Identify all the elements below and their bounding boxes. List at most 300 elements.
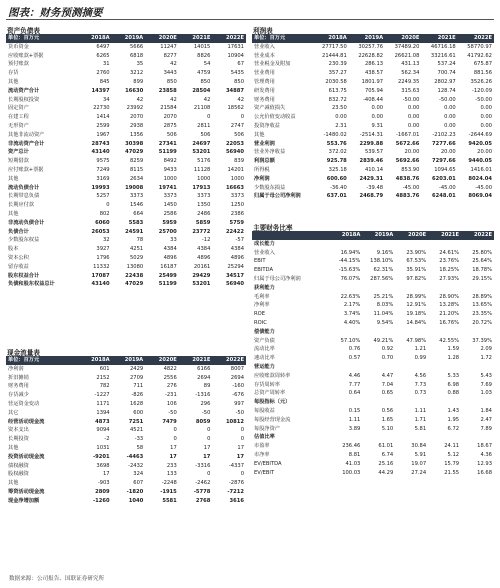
value-cell: 5.33 <box>447 372 460 379</box>
value-cell: 0 <box>240 471 244 478</box>
value-cell: 782 <box>99 383 110 390</box>
value-cell: 607 <box>133 480 144 487</box>
value-cell: 925.78 <box>326 158 347 165</box>
row-label: 非流动资产合计 <box>8 140 45 147</box>
value-cell: 56940 <box>225 281 244 288</box>
value-cell: 1796 <box>96 254 110 261</box>
value-cell: 2070 <box>163 114 177 121</box>
section-label: 获利能力 <box>254 284 275 291</box>
value-cell: 128.74 <box>437 87 456 94</box>
value-cell: 286.13 <box>364 61 384 68</box>
value-cell: -120.09 <box>471 87 492 94</box>
value-cell: 601 <box>99 365 110 372</box>
table-row <box>6 96 246 105</box>
value-cell: 0 <box>207 114 211 121</box>
section-row <box>252 284 494 293</box>
value-cell: -50.00 <box>438 96 456 103</box>
value-cell: -408.44 <box>363 96 384 103</box>
row-label: 营业费用 <box>254 70 275 77</box>
table-row <box>252 275 494 284</box>
value-cell: 27341 <box>158 140 177 147</box>
value-cell: 7251 <box>128 418 144 425</box>
ratios-panel <box>252 222 494 477</box>
value-cell: 2811 <box>197 122 211 129</box>
value-cell: 1.65 <box>381 416 394 423</box>
value-cell: 106 <box>166 400 177 407</box>
value-cell: 16.76% <box>439 319 460 326</box>
value-cell: 7249 <box>96 166 110 173</box>
value-cell: 0.88 <box>447 390 460 397</box>
value-cell: 0.15 <box>348 407 361 414</box>
header-cell: 2021E <box>179 34 213 43</box>
header-cell: 单位：百万元 <box>6 356 78 365</box>
value-cell: 56940 <box>225 149 244 156</box>
row-label: 存货周转率 <box>254 381 280 388</box>
table-row <box>6 184 246 193</box>
value-cell: 16.68 <box>477 469 492 476</box>
value-cell: 0.00 <box>371 114 384 121</box>
value-cell: 3373 <box>129 193 144 200</box>
value-cell: 10812 <box>225 418 244 425</box>
value-cell: -231 <box>165 392 177 399</box>
value-cell: 53201 <box>192 281 211 288</box>
value-cell: 7.69 <box>480 381 492 388</box>
value-cell: 4822 <box>163 365 177 372</box>
value-cell: 5176 <box>197 158 211 165</box>
value-cell: 76.07% <box>340 275 361 282</box>
value-cell: 26621.08 <box>394 52 420 59</box>
table-row <box>6 418 246 427</box>
value-cell: 47029 <box>125 281 144 288</box>
value-cell: -44.15% <box>338 258 361 265</box>
value-cell: 850 <box>200 78 211 85</box>
value-cell: 1.43 <box>447 407 460 414</box>
header-cell: 2019A <box>112 356 146 365</box>
value-cell: 20.00 <box>477 149 492 156</box>
row-label: 负债合计 <box>8 228 29 235</box>
section-label: 估值比率 <box>254 434 275 441</box>
value-cell: 4384 <box>230 246 244 253</box>
value-cell: 3.89 <box>348 425 361 432</box>
row-label: 其他 <box>254 131 265 138</box>
value-cell: 0.00 <box>480 114 492 121</box>
value-cell: 43140 <box>91 281 110 288</box>
value-cell: 0 <box>207 471 211 478</box>
value-cell: 0.99 <box>414 355 427 362</box>
row-label: EBITDA <box>254 267 273 274</box>
header-cell: 2022E <box>212 356 246 365</box>
value-cell: 1394 <box>96 409 110 416</box>
value-cell: 17 <box>169 453 177 460</box>
row-label: 净利润 <box>254 175 270 182</box>
value-cell: 3373 <box>163 193 177 200</box>
header-cell: 2019A <box>349 34 385 43</box>
value-cell: 27.24 <box>411 469 427 476</box>
row-label: 营业外净收益 <box>254 149 286 156</box>
value-cell: 0.00 <box>407 105 420 112</box>
source-note: 数据来源：公司报告、国联证券研究所 <box>9 576 105 582</box>
table-row <box>6 488 246 497</box>
row-label: 每股净资产 <box>254 425 280 432</box>
table-row <box>252 460 494 469</box>
value-cell: 97.82% <box>406 275 427 282</box>
value-cell: 3212 <box>129 70 144 77</box>
table-row <box>252 319 494 328</box>
value-cell: 78 <box>136 237 144 244</box>
row-label: EV/EBITDA <box>254 460 282 467</box>
balance-sheet-title: 资产负债表 <box>7 27 40 35</box>
value-cell: 5.81 <box>414 425 427 432</box>
value-cell: -2102.23 <box>432 131 456 138</box>
cashflow-table <box>6 356 246 506</box>
value-cell: 0.92 <box>381 346 394 353</box>
row-label: 营运资金变动 <box>8 400 40 407</box>
balance-sheet-panel <box>6 25 246 289</box>
value-cell: -826 <box>131 392 144 399</box>
row-label: 负债和股东权益总计 <box>8 281 55 288</box>
row-label: ROIC <box>254 319 267 326</box>
row-label: 长期投资 <box>8 436 29 443</box>
row-label: 资本公积 <box>8 254 29 261</box>
value-cell: -50.00 <box>402 96 420 103</box>
table-row <box>252 131 494 140</box>
value-cell: 6265 <box>96 52 110 59</box>
value-cell: 4838.76 <box>395 175 420 182</box>
value-cell: 2386 <box>230 210 244 217</box>
value-cell: 23992 <box>126 105 144 112</box>
value-cell: -1820 <box>126 488 144 495</box>
table-row <box>6 462 246 471</box>
value-cell: -2876 <box>228 480 244 487</box>
table-row <box>6 365 246 374</box>
value-cell: 22053 <box>225 140 244 147</box>
value-cell: -4337 <box>228 462 244 469</box>
value-cell: 315.63 <box>401 87 420 94</box>
value-cell: 0.00 <box>444 122 456 129</box>
value-cell: 7.89 <box>480 425 492 432</box>
value-cell: 4251 <box>129 246 144 253</box>
value-cell: 0.00 <box>444 105 456 112</box>
row-label: 股权融资 <box>8 471 29 478</box>
value-cell: -2514.31 <box>359 131 384 138</box>
row-label: 净利润 <box>8 365 24 372</box>
value-cell: 6166 <box>197 365 211 372</box>
value-cell: 19.07 <box>411 460 427 467</box>
row-label: 总资产周转率 <box>254 390 286 397</box>
value-cell: 100.03 <box>342 469 361 476</box>
value-cell: 1.84 <box>480 407 492 414</box>
value-cell: 16.94% <box>340 249 361 256</box>
value-cell: 138.10% <box>370 258 394 265</box>
table-row <box>252 442 494 451</box>
row-label: 固定资产 <box>8 105 29 112</box>
row-label: 应收账款周转率 <box>254 372 291 379</box>
header-cell: 2020E <box>395 231 428 240</box>
value-cell: 4.56 <box>414 372 427 379</box>
table-row <box>6 122 246 131</box>
value-cell: -1480.02 <box>323 131 347 138</box>
value-cell: 19.18% <box>406 311 427 318</box>
value-cell: 2486 <box>197 210 211 217</box>
value-cell: 7.04 <box>381 381 394 388</box>
value-cell: 42 <box>170 96 177 103</box>
table-row <box>6 391 246 400</box>
value-cell: 7.73 <box>414 381 427 388</box>
table-row <box>6 210 246 219</box>
row-label: 在建工程 <box>8 114 29 121</box>
row-label: 流动资产合计 <box>8 87 40 94</box>
value-cell: 3373 <box>230 193 244 200</box>
value-cell: 29.15% <box>472 275 492 282</box>
value-cell: 287.56% <box>370 275 394 282</box>
value-cell: 5666 <box>129 43 144 50</box>
value-cell: 8069.04 <box>468 193 492 200</box>
table-row <box>6 453 246 462</box>
value-cell: 1416.01 <box>470 166 492 173</box>
table-row <box>6 497 246 506</box>
value-cell: 4384 <box>197 246 211 253</box>
value-cell: -45.00 <box>402 184 420 191</box>
value-cell: 51199 <box>158 149 177 156</box>
value-cell: 0.00 <box>480 122 492 129</box>
value-cell: -7212 <box>227 488 244 495</box>
value-cell: 325.18 <box>328 166 347 173</box>
value-cell: 21.55 <box>444 469 460 476</box>
value-cell: 42 <box>170 61 177 68</box>
value-cell: 62.31% <box>373 267 394 274</box>
table-row <box>6 157 246 166</box>
header-cell: 单位：百万元 <box>6 34 78 43</box>
row-label: 其他 <box>8 175 19 182</box>
table-header-row <box>252 34 494 43</box>
row-label: 应付账款+票据 <box>8 166 44 173</box>
value-cell: 7297.66 <box>432 158 456 165</box>
row-label: 营业税金及附加 <box>254 61 291 68</box>
value-cell: 25499 <box>158 272 177 279</box>
value-cell: 19008 <box>125 184 144 191</box>
row-label: 其他 <box>8 210 19 217</box>
row-label: 非流动负债合计 <box>8 219 45 226</box>
value-cell: 12.93 <box>477 460 492 467</box>
value-cell: 33216.61 <box>430 52 456 59</box>
value-cell: 600 <box>133 409 144 416</box>
income-statement-panel <box>252 25 494 201</box>
value-cell: 9420.05 <box>468 140 492 147</box>
value-cell: 3373 <box>197 193 211 200</box>
table-row <box>252 60 494 69</box>
row-label: 研发费用 <box>254 87 275 94</box>
section-label: 每股指标（元） <box>254 399 291 406</box>
value-cell: 2030.58 <box>325 78 347 85</box>
value-cell: 2599 <box>96 122 110 129</box>
table-row <box>6 104 246 113</box>
value-cell: 850 <box>166 78 177 85</box>
table-row <box>6 254 246 263</box>
row-label: 毛利率 <box>254 293 270 300</box>
value-cell: 18.67 <box>477 443 492 450</box>
row-label: 营业收入 <box>254 249 275 256</box>
income-statement-table <box>252 34 494 201</box>
value-cell: 44.29 <box>378 469 394 476</box>
value-cell: -1227 <box>94 392 110 399</box>
table-row <box>252 389 494 398</box>
value-cell: -36.40 <box>330 184 347 191</box>
row-label: 财务费用 <box>8 383 29 390</box>
value-cell: 20.00 <box>440 149 456 156</box>
row-label: 折旧摊销 <box>8 374 29 381</box>
value-cell: 832.72 <box>328 96 347 103</box>
table-row <box>252 140 494 149</box>
value-cell: 33 <box>170 237 177 244</box>
table-row <box>6 87 246 96</box>
row-label: 流动负债合计 <box>8 184 40 191</box>
value-cell: 2802.97 <box>434 78 456 85</box>
value-cell: -50.00 <box>475 96 492 103</box>
value-cell: 4384 <box>163 246 177 253</box>
value-cell: 1.11 <box>348 416 361 423</box>
value-cell: 845 <box>99 78 110 85</box>
value-cell: -45.00 <box>475 184 492 191</box>
value-cell: 1171 <box>96 400 110 407</box>
value-cell: 539.57 <box>364 149 384 156</box>
value-cell: 23.76% <box>439 258 460 265</box>
value-cell: 410.14 <box>364 166 384 173</box>
table-row <box>6 148 246 157</box>
header-cell: 2018A <box>329 231 362 240</box>
value-cell: 23.50 <box>331 105 347 112</box>
value-cell: 11.04% <box>373 311 394 318</box>
value-cell: 4.46 <box>348 372 361 379</box>
value-cell: 0 <box>240 436 244 443</box>
row-label: 市净率 <box>254 451 270 458</box>
value-cell: 230.39 <box>328 61 347 68</box>
value-cell: -15.63% <box>338 267 361 274</box>
row-label: 所得税 <box>254 166 270 173</box>
value-cell: 2938 <box>129 122 144 129</box>
section-label: 营运能力 <box>254 363 275 370</box>
header-cell: 2020E <box>385 34 421 43</box>
value-cell: 17 <box>203 453 211 460</box>
value-cell: 4.40% <box>343 319 361 326</box>
value-cell: 233 <box>166 462 177 469</box>
header-cell: 2022E <box>458 34 494 43</box>
value-cell: 21444.81 <box>322 52 347 59</box>
value-cell: 357.27 <box>328 70 347 77</box>
value-cell: 11332 <box>93 263 110 270</box>
value-cell: 6060 <box>95 219 110 226</box>
value-cell: 0.00 <box>480 105 492 112</box>
value-cell: 22422 <box>225 228 244 235</box>
value-cell: 37.39% <box>472 337 492 344</box>
value-cell: 61.01 <box>378 443 394 450</box>
value-cell: -1915 <box>160 488 177 495</box>
value-cell: 2875 <box>163 122 177 129</box>
row-label: 其它 <box>8 409 19 416</box>
value-cell: 25294 <box>227 263 244 270</box>
value-cell: 37489.20 <box>394 43 420 50</box>
row-label: 短期借款 <box>8 158 29 165</box>
header-cell: 2022E <box>461 231 494 240</box>
value-cell: 0 <box>106 202 110 209</box>
value-cell: 6248.01 <box>432 193 456 200</box>
value-cell: 0.76 <box>348 346 361 353</box>
value-cell: 613.75 <box>328 87 347 94</box>
value-cell: 17 <box>170 444 177 451</box>
value-cell: 34517 <box>225 272 244 279</box>
value-cell: 899 <box>133 78 144 85</box>
table-row <box>252 416 494 425</box>
value-cell: 0.00 <box>407 122 420 129</box>
row-label: 利润总额 <box>254 158 275 165</box>
value-cell: 8259 <box>129 158 144 165</box>
value-cell: 4896 <box>197 254 211 261</box>
header-cell: 2021E <box>421 34 457 43</box>
table-row <box>252 266 494 275</box>
value-cell: -4463 <box>126 453 144 460</box>
value-cell: 41.03 <box>345 460 361 467</box>
value-cell: 881.56 <box>473 70 492 77</box>
value-cell: 3526.26 <box>470 78 492 85</box>
value-cell: 537.24 <box>437 61 456 68</box>
value-cell: 7479 <box>162 418 177 425</box>
value-cell: 5581 <box>162 497 177 504</box>
value-cell: 18.25% <box>439 267 460 274</box>
value-cell: -9201 <box>93 453 110 460</box>
value-cell: 1628 <box>129 400 144 407</box>
table-row <box>252 52 494 61</box>
value-cell: 3616 <box>229 497 244 504</box>
value-cell: 431.13 <box>401 61 420 68</box>
value-cell: 25.21% <box>373 293 394 300</box>
value-cell: -3316 <box>195 462 211 469</box>
row-label: 经营活动现金流 <box>8 418 45 425</box>
value-cell: 10904 <box>227 52 244 59</box>
value-cell: 276 <box>166 383 177 390</box>
value-cell: 23858 <box>158 87 177 94</box>
value-cell: 4883.76 <box>395 193 420 200</box>
value-cell: 2634 <box>129 175 144 182</box>
value-cell: 22.63% <box>340 293 361 300</box>
value-cell: 4873 <box>95 418 110 425</box>
row-label: 营业利润 <box>254 140 275 147</box>
row-label: 股东权益合计 <box>8 272 40 279</box>
table-row <box>252 192 494 201</box>
value-cell: 58 <box>136 444 144 451</box>
value-cell: 5.10 <box>381 425 394 432</box>
value-cell: 2429.31 <box>359 175 384 182</box>
value-cell: 9094 <box>96 427 110 434</box>
value-cell: 35.91% <box>406 267 427 274</box>
table-row <box>252 87 494 96</box>
value-cell: 5859 <box>195 219 211 226</box>
value-cell: -1260 <box>93 497 110 504</box>
row-label: 市盈率 <box>254 443 270 450</box>
value-cell: 711 <box>133 383 144 390</box>
table-row <box>6 113 246 122</box>
table-row <box>252 69 494 78</box>
value-cell: 2694 <box>230 374 244 381</box>
value-cell: 2.09 <box>480 346 492 353</box>
income-statement-title: 利润表 <box>253 27 273 35</box>
table-row <box>252 78 494 87</box>
ratios-table <box>252 231 494 477</box>
row-label: 投资净收益 <box>254 122 280 129</box>
value-cell: 6497 <box>96 43 110 50</box>
value-cell: 4.36 <box>480 451 492 458</box>
value-cell: 6.72 <box>447 425 460 432</box>
value-cell: 29429 <box>192 272 211 279</box>
value-cell: 1.11 <box>414 407 427 414</box>
